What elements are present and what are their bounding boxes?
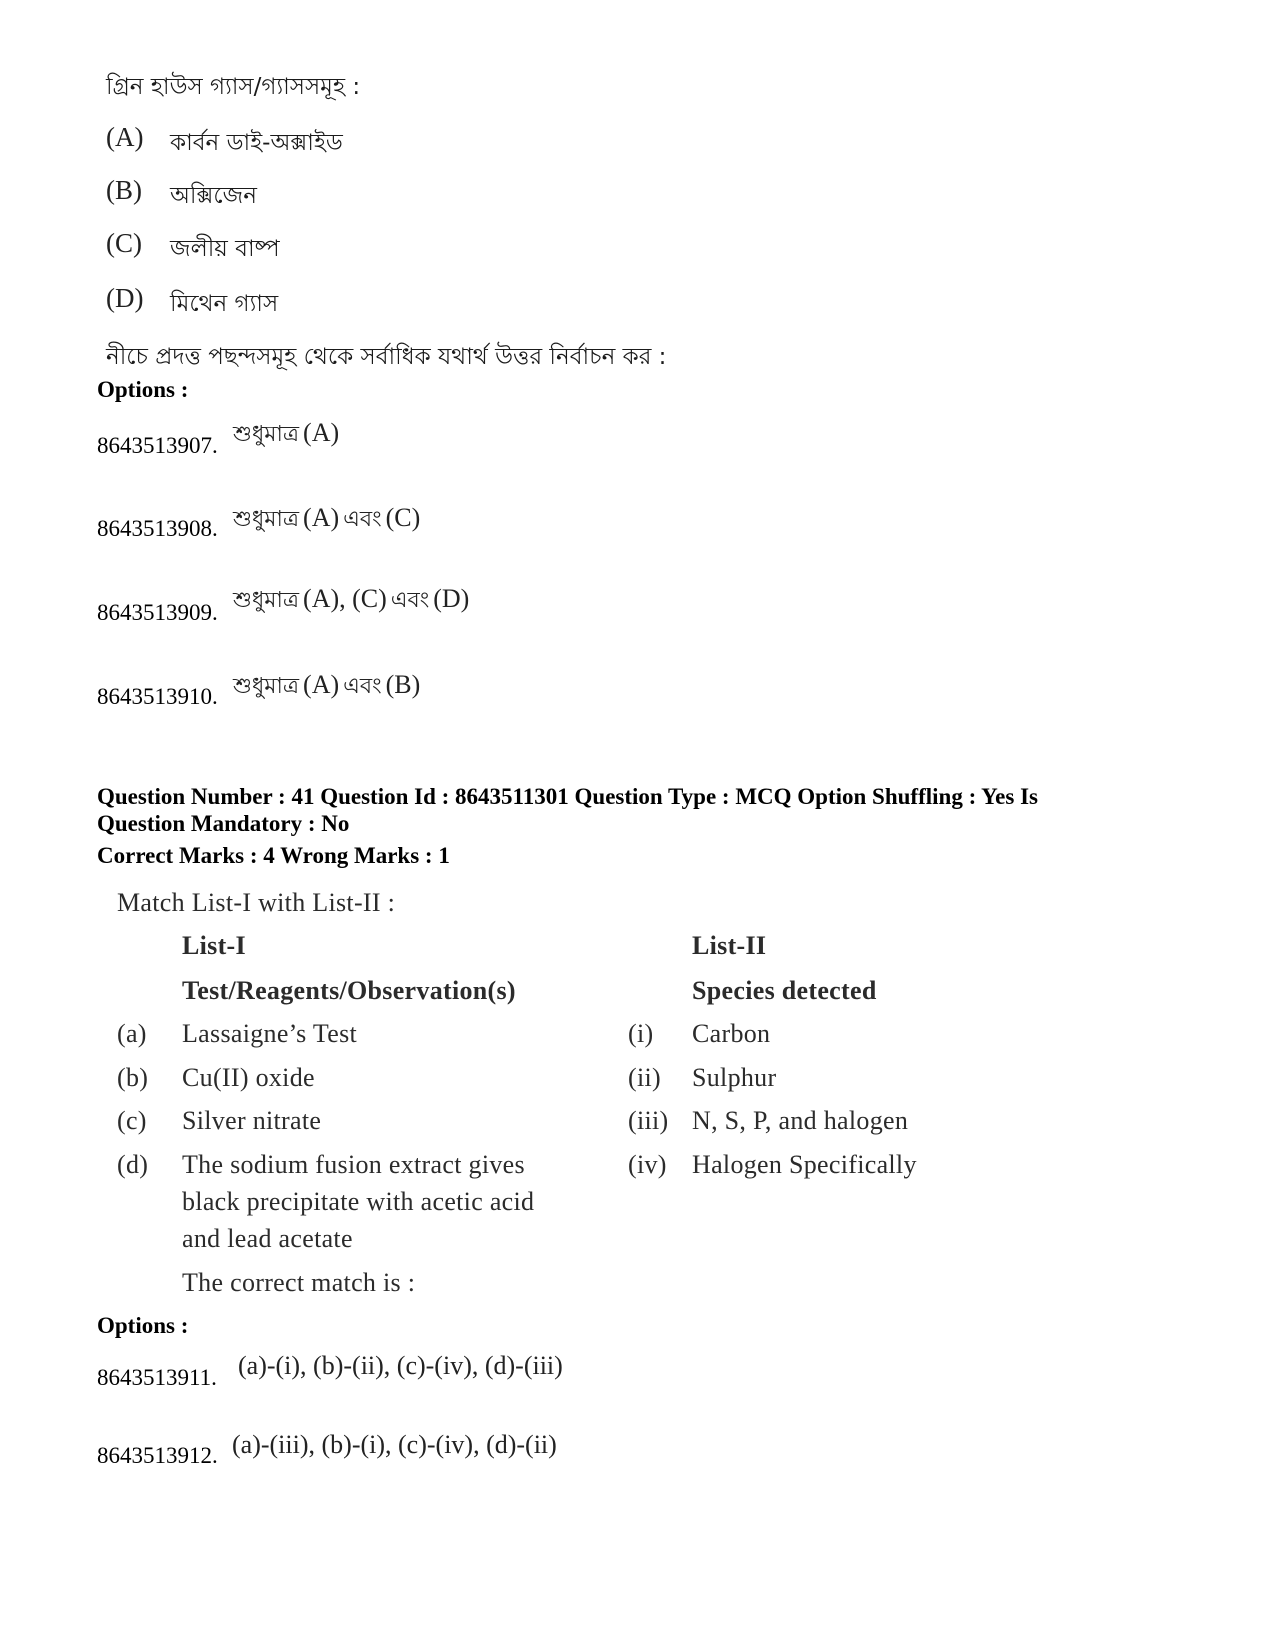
option-id: 8643513909. [97,600,218,625]
prev-question-instruction: নীচে প্রদত্ত পছন্দসমূহ থেকে সর্বাধিক যথার্থ উত্তর নির্বাচন কর : [106,344,667,370]
statement-c-text: জলীয় বাষ্প [170,236,280,262]
list1-item: Lassaigne’s Test [182,1019,358,1048]
statement-a-label: (A) [106,122,144,152]
option-prefix: শুধুমাত্র [233,674,300,699]
statement-b-label: (B) [106,175,142,205]
option-text: (A) [303,503,340,532]
option-prefix: শুধুমাত্র [233,422,300,447]
option-text: (A), (C) [303,584,387,613]
statement-c-label: (C) [106,228,142,258]
option-tail: (B) [385,670,421,699]
list2-item: Halogen Specifically [692,1150,917,1179]
list2-label: (iii) [628,1106,669,1135]
options-heading: Options : [97,1313,189,1338]
option-id: 8643513907. [97,433,218,458]
list2-item: Sulphur [692,1063,777,1092]
list2-label: (ii) [628,1063,661,1092]
list2-label: (iv) [628,1150,667,1179]
option-prefix: শুধুমাত্র [233,588,300,613]
closing-prompt: The correct match is : [182,1268,416,1297]
list2-label: (i) [628,1019,654,1048]
option-answer[interactable] [233,502,420,539]
option-answer[interactable] [233,583,469,620]
list1-item: The sodium fusion extract gives [182,1150,525,1179]
option-joiner: এবং [390,588,430,613]
list2-item: Carbon [692,1019,771,1048]
option-text: (A) [303,418,340,447]
list1-label: (a) [117,1019,147,1048]
list1-item-cont: black precipitate with acetic acid [182,1187,535,1216]
option-id: 8643513910. [97,684,218,709]
statement-b-text: অক্সিজেন [170,183,257,209]
option-answer[interactable] [233,669,420,706]
statement-a-text: কার্বন ডাই-অক্সাইড [170,130,343,156]
list1-title: List-I [182,931,246,960]
question-marks: Correct Marks : 4 Wrong Marks : 1 [97,843,450,868]
list1-item: Silver nitrate [182,1106,322,1135]
option-answer[interactable]: (a)-(iii), (b)-(i), (c)-(iv), (d)-(ii) [232,1430,557,1459]
option-joiner: এবং [343,674,382,699]
list1-subtitle: Test/Reagents/Observation(s) [182,976,516,1005]
list2-title: List-II [692,931,767,960]
option-tail: (D) [433,584,470,613]
option-text: (A) [303,670,340,699]
list2-item: N, S, P, and halogen [692,1106,909,1135]
list1-item-cont: and lead acetate [182,1224,353,1253]
option-answer[interactable] [233,417,339,454]
list1-label: (c) [117,1106,147,1135]
list1-label: (b) [117,1063,149,1092]
question-header-line2: Question Mandatory : No [97,811,350,836]
prev-options-heading: Options : [97,377,189,402]
statement-d-text: মিথেন গ্যাস [170,291,279,317]
option-answer[interactable]: (a)-(i), (b)-(ii), (c)-(iv), (d)-(iii) [238,1351,563,1380]
option-id: 8643513912. [97,1443,218,1468]
list2-subtitle: Species detected [692,976,877,1005]
option-tail: (C) [385,503,421,532]
option-id: 8643513908. [97,516,218,541]
match-prompt: Match List-I with List-II : [117,888,396,917]
list1-item: Cu(II) oxide [182,1063,315,1092]
prev-question-stem: গ্রিন হাউস গ্যাস/গ্যাসসমূহ : [106,74,361,100]
question-header-line1: Question Number : 41 Question Id : 8643511301 Question Type : MCQ Option Shuffling : Yes Is [97,784,1038,809]
statement-d-label: (D) [106,283,144,313]
option-joiner: এবং [343,507,382,532]
option-prefix: শুধুমাত্র [233,507,300,532]
list1-label: (d) [117,1150,149,1179]
option-id: 8643513911. [97,1365,217,1390]
